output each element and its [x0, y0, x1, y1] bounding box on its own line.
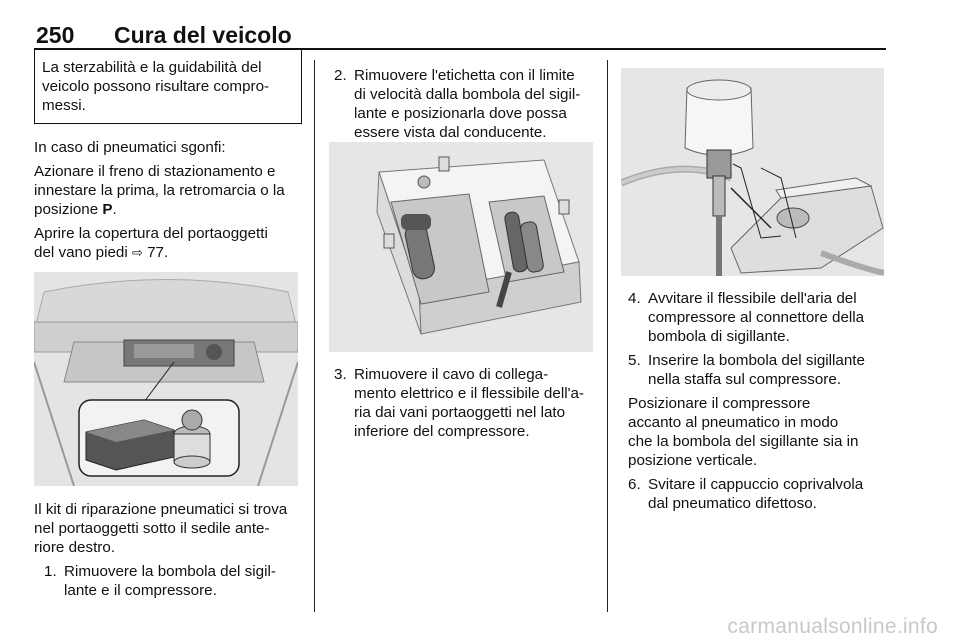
paragraph-flat-tyres: In caso di pneumatici sgonfi:: [34, 139, 226, 156]
figure-storage-compartment: [34, 272, 298, 486]
step-2: 2. Rimuovere l'etichetta con il limite di velocità dalla bombola del sigil- lante e posizionarla dove possa essere vista dal conducente.: [334, 67, 581, 141]
paragraph-open-cover: Aprire la copertura del portaoggetti del vano piedi ⇨ 77.: [34, 225, 268, 261]
warning-line: messi.: [42, 97, 86, 114]
column-divider-2: [607, 60, 608, 612]
column-3: [628, 289, 888, 518]
watermark: carmanualsonline.info: [727, 615, 938, 638]
warning-box: [34, 50, 302, 124]
figure-bottle-compressor: [621, 68, 884, 276]
gear-position-p: P: [102, 201, 113, 218]
step-5: 5. Inserire la bombola del sigillante nella staffa sul compressore.: [628, 352, 865, 388]
column-1-bottom: [34, 500, 302, 605]
step-6: 6. Svitare il cappuccio coprivalvola dal pneumatico difettoso.: [628, 476, 864, 512]
warning-line: La sterzabilità e la guidabilità del: [42, 59, 262, 76]
step-4: 4. Avvitare il flessibile dell'aria del compressore al connettore della bombola di sigillante.: [628, 290, 865, 345]
arrow-ref-icon: ⇨: [131, 245, 143, 260]
warning-line: veicolo possono risultare compro-: [42, 78, 270, 95]
page-reference[interactable]: 77.: [147, 244, 169, 261]
paragraph-kit-location: Il kit di riparazione pneumatici si trova nel portaoggetti sotto il sedile ante- riore destro.: [34, 501, 288, 556]
column-1: [34, 50, 302, 267]
column-2: [334, 66, 596, 147]
column-2-bottom: [334, 365, 596, 446]
step-3: 3. Rimuovere il cavo di collega- mento elettrico e il flessibile dell'a- ria dai vani portaoggetti nel lato inferiore del compressore.: [334, 366, 584, 440]
step-1: 1. Rimuovere la bombola del sigil- lante e il compressore.: [44, 563, 276, 599]
step-5-note: Posizionare il compressore accanto al pneumatico in modo che la bombola del sigillante sia in posizione verticale.: [628, 395, 859, 469]
paragraph-parking-brake: Azionare il freno di stazionamento e innestare la prima, la retromarcia o la posizione P.: [34, 163, 285, 218]
chapter-title: Cura del veicolo: [114, 22, 292, 48]
page-number: 250: [36, 22, 75, 48]
figure-compressor-underside: [329, 142, 593, 352]
column-divider-1: [314, 60, 315, 612]
